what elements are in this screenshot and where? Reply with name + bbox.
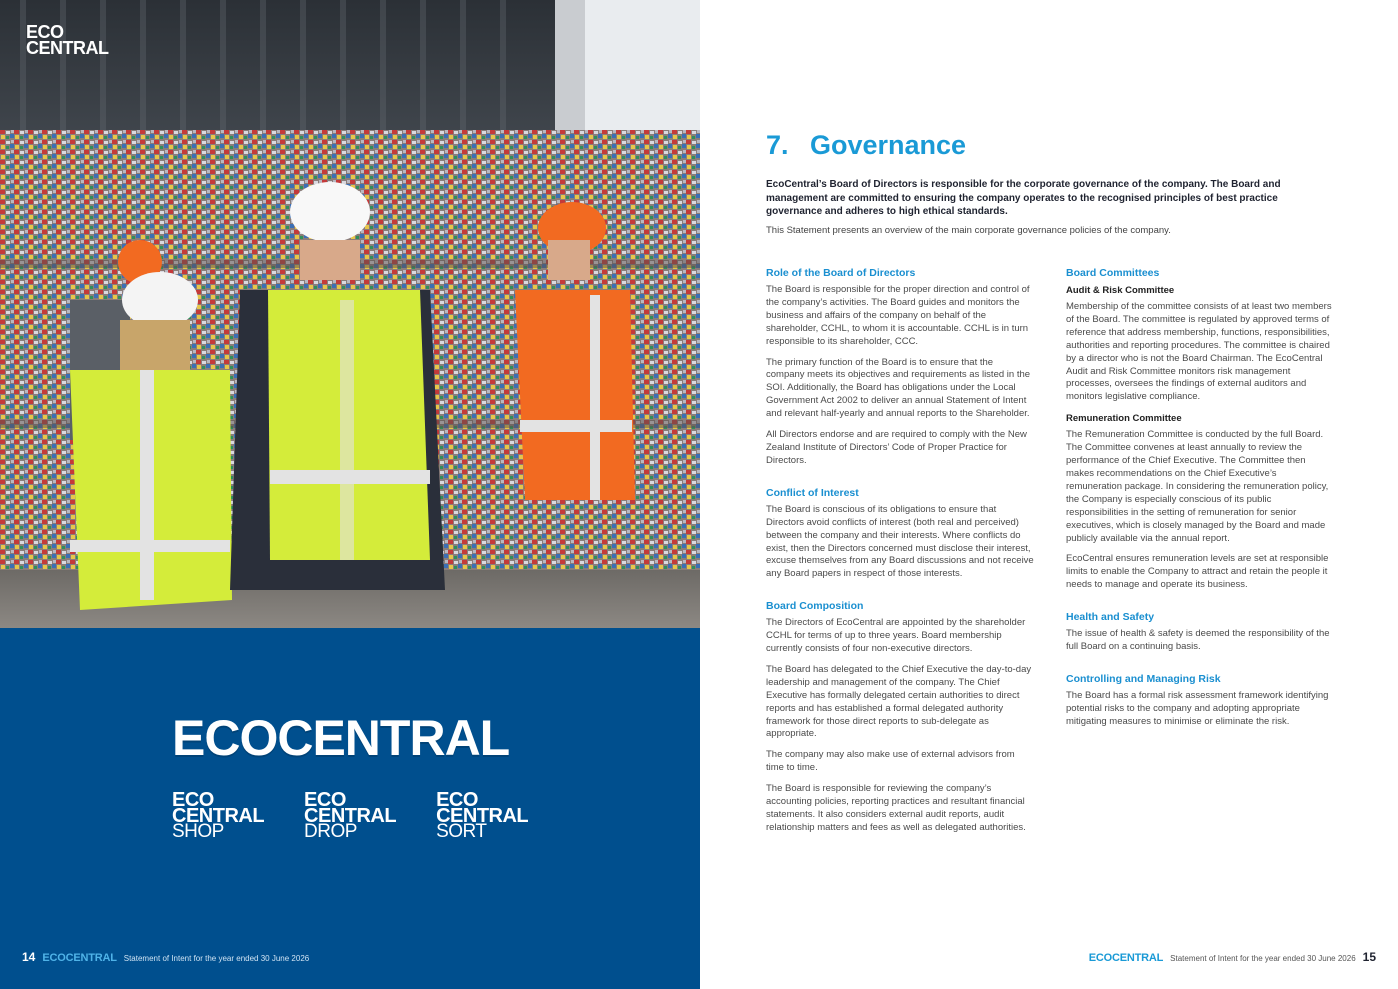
heading-health-safety: Health and Safety [1066, 611, 1155, 624]
paragraph: EcoCentral ensures remuneration levels are set at responsible limits to enable the Company to attract and retain the people it needs to manage and operate its business. [1066, 553, 1329, 591]
ecocentral-shop-logo: ECO CENTRAL SHOP [172, 789, 265, 842]
paragraph: The issue of health & safety is deemed the responsibility of the full Board on a continuing basis. [1066, 628, 1330, 653]
subheading-audit-risk: Audit & Risk Committee [1066, 285, 1175, 296]
paragraph: Membership of the committee consists of at least two members of the Board. The committee is regulated by approved terms of reference that address membership, functions, responsibilities, authorities and reporting procedures. The committee is chaired by a director who is not the Board Chairman. The EcoCentral Audit and Risk Committee monitors risk management processes, oversees the findings of external auditors and monitors legislative compliance. [1066, 301, 1332, 403]
sub-brand-logos [172, 789, 529, 842]
footer-right [1089, 950, 1376, 964]
paragraph: The Board has delegated to the Chief Executive the day-to-day leadership and management of the company. The Chief Executive has formally delegated certain authorities to direct reports and has established a formal delegated authority framework for those direct reports to sub-delegate as appropriate. [766, 663, 1032, 740]
right-page [700, 0, 1398, 989]
paragraph: The Board is conscious of its obligations to ensure that Directors avoid conflicts of interest (both real and perceived) between the company and their interests. Where conflicts do exist, then the Directors concerned must disclose their interest, excuse themselves from any Board discussions and not receive any Board papers in respect of those interests. [766, 503, 1034, 580]
paragraph: The Remuneration Committee is conducted by the full Board. The Committee convenes at least annually to review the performance of the Chief Executive. The Committee then makes recommendations on the Chief Executive’s remuneration package. In considering the remuneration policy, the Company is especially conscious of its public responsibilities in the setting of remuneration for senior executives, which is closely managed by the Board and made publicly available via the annual report. [1066, 429, 1329, 544]
heading-board-composition: Board Composition [766, 600, 864, 613]
heading-managing-risk: Controlling and Managing Risk [1066, 672, 1221, 685]
paragraph: All Directors endorse and are required to comply with the New Zealand Institute of Directors’ Code of Proper Practice for Directors. [766, 429, 1027, 466]
footer-text-left: Statement of Intent for the year ended 30 June 2026 [123, 954, 310, 963]
ecocentral-drop-logo: ECO CENTRAL DROP [304, 789, 397, 842]
paragraph: The Directors of EcoCentral are appointed by the shareholder CCHL for terms of up to three years. Board membership currently consists of four non-executive directors. [766, 617, 1026, 655]
heading-board-committees: Board Committees [1066, 267, 1160, 279]
ecocentral-logo-small [26, 24, 109, 56]
paragraph: The primary function of the Board is to ensure that the company meets its objectives and requirements as listed in the SOI. Additionally, the Board has obligations under the Local Government Act 2002 to deliver an annual Statement of Intent and relevant half-yearly and annual reports to the Shareholder. [766, 356, 1031, 420]
right-column [1066, 266, 1334, 737]
recycling-site-photo [0, 0, 700, 628]
page-number-left: 14 [22, 950, 36, 964]
section-title [766, 130, 966, 161]
section-number: 7. [766, 130, 789, 160]
heading-conflict-of-interest: Conflict of Interest [766, 486, 859, 499]
lead-paragraph: EcoCentral’s Board of Directors is responsible for the corporate governance of the company. The Board and management are committed to ensuring the company operates to the recognised principles of best practice governance and adheres to high ethical standards. [766, 179, 1281, 217]
photo-illustration [0, 0, 700, 628]
footer-left [22, 950, 309, 964]
paragraph: The Board is responsible for reviewing the company’s accounting policies, reporting practices and resultant financial statements. It also considers external audit reports, audit relationship matters and fees as well as delegated authorities. [766, 783, 1026, 833]
footer-brand-left: ECOCENTRAL [42, 952, 117, 964]
section-title-text: Governance [810, 130, 967, 160]
logo-line-1: ECO [26, 22, 64, 42]
ecocentral-sort-logo: ECO CENTRAL SORT [436, 789, 529, 842]
paragraph: The Board has a formal risk assessment framework identifying potential risks to the company and adopting appropriate mitigating measures to minimise or eliminate the risk. [1066, 689, 1329, 727]
subheading-remuneration: Remuneration Committee [1066, 413, 1182, 425]
paragraph: The company may also make use of external advisors from time to time. [766, 749, 1015, 774]
footer-text-right: Statement of Intent for the year ended 30 June 2026 [1170, 954, 1356, 963]
left-column [766, 266, 1034, 843]
logo-line-2: CENTRAL [26, 38, 109, 58]
page-number-right: 15 [1362, 950, 1376, 964]
intro-paragraph: This Statement presents an overview of the main corporate governance policies of the company. [766, 225, 1171, 236]
ecocentral-wordmark: ECOCENTRAL [172, 710, 510, 766]
footer-brand-right: ECOCENTRAL [1088, 952, 1164, 964]
paragraph: The Board is responsible for the proper direction and control of the company’s activities. The Board guides and monitors the business and affairs of the company on behalf of the shareholder, CCHL, to whom it is accountable. CCHL is in turn responsible to its shareholder, CCC. [766, 284, 1030, 347]
heading-role-of-board: Role of the Board of Directors [766, 267, 916, 279]
